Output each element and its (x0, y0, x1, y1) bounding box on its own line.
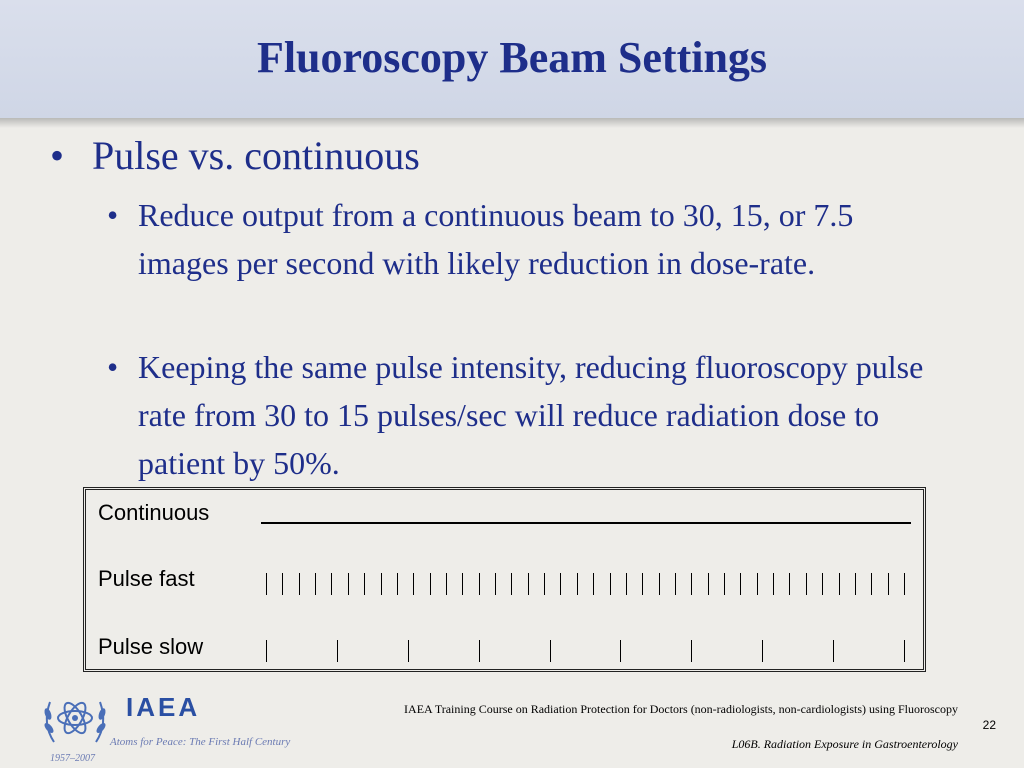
pulse-tick (593, 573, 594, 595)
pulse-tick (620, 640, 621, 662)
sub-bullet-1 (107, 191, 927, 287)
sub-bullet-2 (107, 343, 927, 487)
bullet-dot: • (50, 133, 65, 178)
logo-tagline: Atoms for Peace: The First Half Century (110, 736, 291, 748)
pulse-tick (331, 573, 332, 595)
pulse-tick (299, 573, 300, 595)
pulse-tick (381, 573, 382, 595)
pulse-tick (855, 573, 856, 595)
bullet-dot: • (107, 349, 119, 385)
continuous-beam-line (261, 522, 911, 524)
main-bullet-text: Pulse vs. continuous (92, 133, 420, 178)
pulse-tick (675, 573, 676, 595)
pulse-tick (691, 573, 692, 595)
pulse-tick (822, 573, 823, 595)
row-label-pulse-slow: Pulse slow (98, 634, 204, 659)
pulse-tick (544, 573, 545, 595)
pulse-tick (337, 640, 338, 662)
row-label-pulse-fast: Pulse fast (98, 566, 195, 591)
sub-bullet-1-text: Reduce output from a continuous beam to 30, 15, or 7.5 images per second with likely reduction in dose-rate. (138, 197, 854, 281)
pulse-tick (495, 573, 496, 595)
iaea-logo (40, 684, 330, 768)
pulse-tick (408, 640, 409, 662)
pulse-tick (871, 573, 872, 595)
pulse-tick (511, 573, 512, 595)
pulse-tick (348, 573, 349, 595)
pulse-tick (708, 573, 709, 595)
pulse-tick (282, 573, 283, 595)
pulse-tick (839, 573, 840, 595)
pulse-tick (642, 573, 643, 595)
pulse-tick (462, 573, 463, 595)
pulse-tick (266, 640, 267, 662)
pulse-tick (833, 640, 834, 662)
logo-wordmark: IAEA (126, 692, 201, 722)
pulse-tick (762, 640, 763, 662)
pulse-tick (806, 573, 807, 595)
sub-bullet-2-text: Keeping the same pulse intensity, reducing fluoroscopy pulse rate from 30 to 15 pulses/sec will reduce radiation dose to patient by 50%. (138, 349, 924, 481)
pulse-tick (577, 573, 578, 595)
pulse-tick (904, 573, 905, 595)
pulse-tick (740, 573, 741, 595)
pulse-tick (397, 573, 398, 595)
pulse-tick (757, 573, 758, 595)
footer-course-title: IAEA Training Course on Radiation Protection for Doctors (non-radiologists, non-cardiologists) using Fluoroscopy (404, 702, 958, 716)
pulse-tick (446, 573, 447, 595)
pulse-tick (479, 573, 480, 595)
logo-years: 1957–2007 (50, 753, 95, 764)
pulse-tick (626, 573, 627, 595)
pulse-tick (266, 573, 267, 595)
pulse-tick (724, 573, 725, 595)
pulse-tick (773, 573, 774, 595)
pulse-tick (430, 573, 431, 595)
pulse-tick (528, 573, 529, 595)
slide-title: Fluoroscopy Beam Settings (256, 33, 768, 82)
pulse-tick (659, 573, 660, 595)
pulse-tick (560, 573, 561, 595)
pulse-tick (691, 640, 692, 662)
pulse-tick (413, 573, 414, 595)
pulse-tick (904, 640, 905, 662)
pulse-tick (789, 573, 790, 595)
title-shadow (0, 118, 1024, 128)
pulse-tick (888, 573, 889, 595)
pulse-tick (550, 640, 551, 662)
pulse-tick (315, 573, 316, 595)
pulse-tick (610, 573, 611, 595)
row-label-continuous: Continuous (98, 500, 210, 525)
bullet-dot: • (107, 197, 119, 233)
pulse-diagram (83, 487, 926, 672)
pulse-tick (364, 573, 365, 595)
page-number: 22 (982, 718, 996, 732)
pulse-tick (479, 640, 480, 662)
footer-lecture-title: L06B. Radiation Exposure in Gastroenterology (731, 737, 958, 751)
atom-laurel-icon (40, 684, 110, 754)
